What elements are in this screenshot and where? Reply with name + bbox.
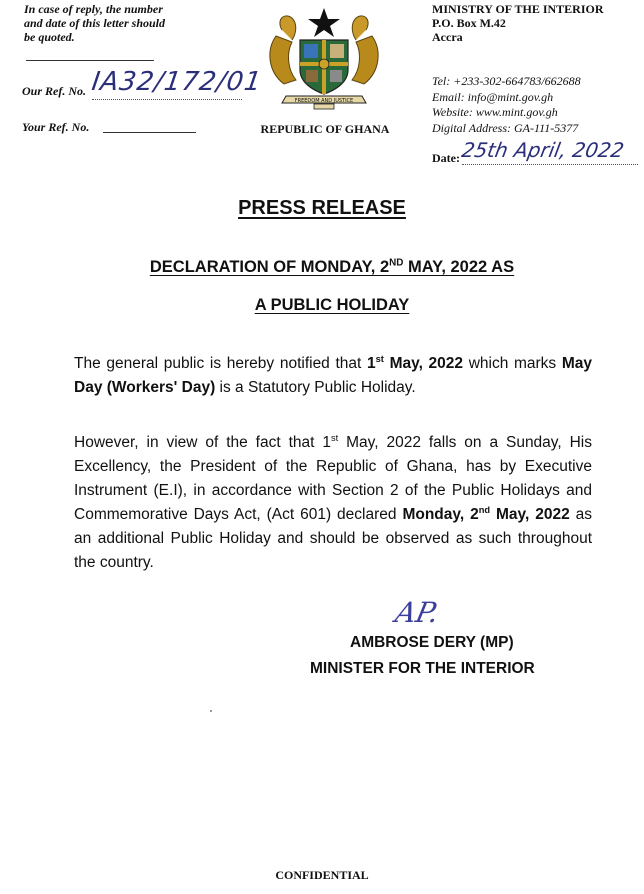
date-label: Date:: [432, 151, 460, 165]
our-ref-rule: [92, 99, 242, 100]
your-ref-label: Your Ref. No.: [22, 120, 90, 134]
po-box: P.O. Box M.42: [432, 16, 506, 30]
city: Accra: [432, 30, 463, 44]
notice-paragraph-2: However, in view of the fact that 1st May, 2022 falls on a Sunday, His Excellency, the President of the Republic of Ghana, has by Executive Instrument (E.I), in accordance with Section 2 of the Public Holidays and Commemorative Days Act, (Act 601) declared Monday, 2nd May, 2022 as an additional Public Holiday and should be observed as such throughout the country.: [74, 432, 593, 571]
ministry-address: [432, 2, 604, 44]
reply-note-rule: [26, 60, 154, 61]
telephone: Tel: +233-302-664783/662688: [432, 74, 581, 88]
reply-note: In case of reply, the number and date of this letter should be quoted.: [24, 2, 166, 44]
signature-initials: AP.: [392, 596, 442, 629]
ministry-contacts: [432, 74, 581, 136]
svg-text:FREEDOM AND JUSTICE: FREEDOM AND JUSTICE: [294, 98, 354, 104]
press-release-title: PRESS RELEASE: [238, 197, 406, 219]
declaration-heading: DECLARATION OF MONDAY, 2ND MAY, 2022 AS: [149, 257, 515, 276]
our-ref-label: Our Ref. No.: [22, 84, 87, 98]
date-rule: [462, 164, 638, 165]
republic-title: REPUBLIC OF GHANA: [260, 122, 390, 136]
declaration-heading-line2: A PUBLIC HOLIDAY: [254, 296, 410, 314]
ministry-name: MINISTRY OF THE INTERIOR: [432, 2, 604, 16]
digital-address: Digital Address: GA-111-5377: [432, 120, 579, 135]
website: Website: www.mint.gov.gh: [432, 105, 558, 119]
scan-speck: [210, 710, 212, 712]
confidential-footer: CONFIDENTIAL: [275, 868, 369, 882]
signer-name: AMBROSE DERY (MP): [350, 634, 514, 651]
email: Email: info@mint.gov.gh: [432, 89, 554, 104]
ghana-coat-of-arms-icon: [262, 6, 386, 110]
date-value: 25th April, 2022: [459, 138, 626, 162]
our-ref-value: IA32/172/01: [89, 67, 264, 97]
your-ref-rule: [103, 132, 196, 133]
notice-paragraph-1: The general public is hereby notified that 1st May, 2022 which marks May Day (Workers' Day) is a Statutory Public Holiday.: [74, 353, 593, 396]
signer-title: MINISTER FOR THE INTERIOR: [310, 660, 535, 677]
